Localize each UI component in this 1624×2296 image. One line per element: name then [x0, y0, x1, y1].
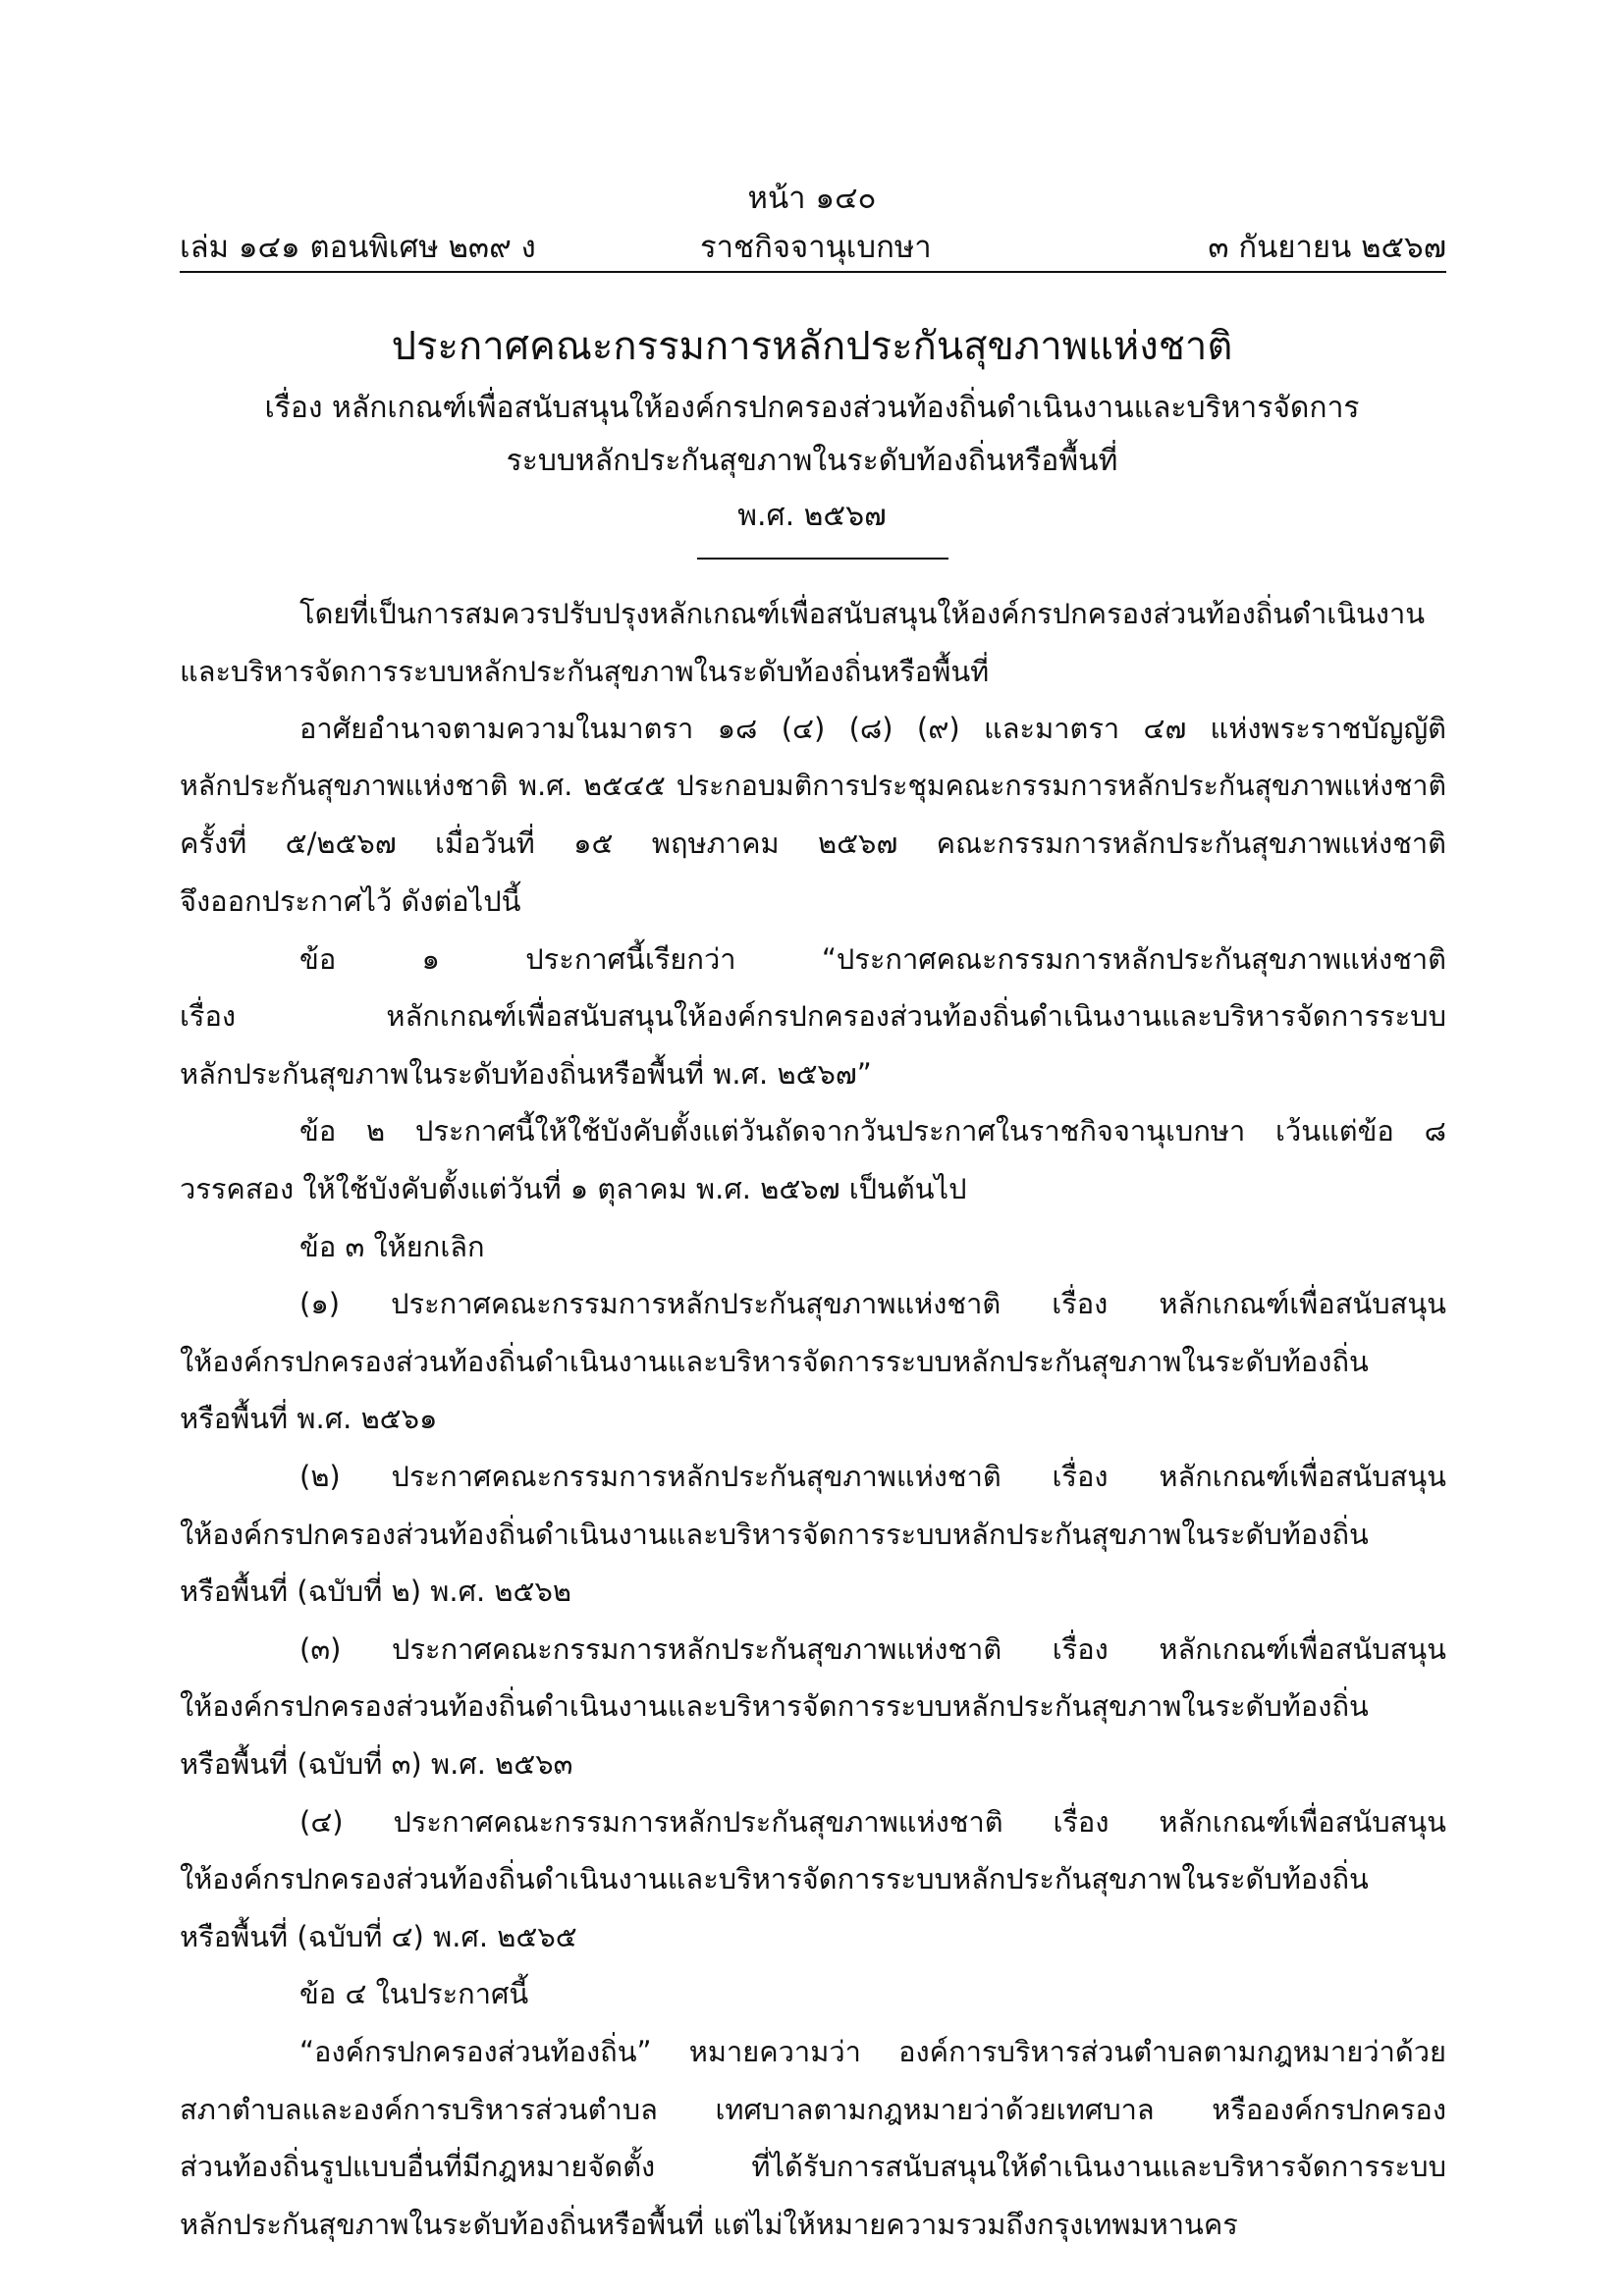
- body-line: หลักประกันสุขภาพแห่งชาติ พ.ศ. ๒๕๔๕ ประกอบมติการประชุมคณะกรรมการหลักประกันสุขภาพแห่งชาติ: [180, 770, 1446, 802]
- body-line: ข้อ ๒ ประกาศนี้ให้ใช้บังคับตั้งแต่วันถัดจากวันประกาศในราชกิจจานุเบกษา เว้นแต่ข้อ ๘: [299, 1114, 1446, 1148]
- body-line: ข้อ ๑ ประกาศนี้เรียกว่า “ประกาศคณะกรรมการหลักประกันสุขภาพแห่งชาติ: [299, 942, 1446, 976]
- body-line: โดยที่เป็นการสมควรปรับปรุงหลักเกณฑ์เพื่อสนับสนุนให้องค์กรปกครองส่วนท้องถิ่นดำเนินงาน: [299, 597, 1426, 630]
- announcement-title: ประกาศคณะกรรมการหลักประกันสุขภาพแห่งชาติ: [391, 324, 1233, 369]
- body-line: สภาตำบลและองค์การบริหารส่วนตำบล เทศบาลตามกฎหมายว่าด้วยเทศบาล หรือองค์กรปกครอง: [180, 2093, 1446, 2126]
- body-line: (๑) ประกาศคณะกรรมการหลักประกันสุขภาพแห่งชาติ เรื่อง หลักเกณฑ์เพื่อสนับสนุน: [299, 1287, 1446, 1320]
- body-line: หลักประกันสุขภาพในระดับท้องถิ่นหรือพื้นที่ พ.ศ. ๒๕๖๗”: [180, 1057, 872, 1091]
- header-divider: [180, 271, 1446, 273]
- gazette-header: [180, 222, 1446, 265]
- title-divider: [697, 558, 948, 560]
- body-line: ครั้งที่ ๕/๒๕๖๗ เมื่อวันที่ ๑๕ พฤษภาคม ๒๕๖๗ คณะกรรมการหลักประกันสุขภาพแห่งชาติ: [180, 827, 1446, 860]
- announcement-subject-line-1: เรื่อง หลักเกณฑ์เพื่อสนับสนุนให้องค์กรปกครองส่วนท้องถิ่นดำเนินงานและบริหารจัดการ: [264, 391, 1360, 425]
- body-line: และบริหารจัดการระบบหลักประกันสุขภาพในระดับท้องถิ่นหรือพื้นที่: [180, 655, 990, 688]
- body-line: ส่วนท้องถิ่นรูปแบบอื่นที่มีกฎหมายจัดตั้ง ที่ได้รับการสนับสนุนให้ดำเนินงานและบริหารจัดการระบบ: [180, 2150, 1446, 2183]
- body-line: วรรคสอง ให้ใช้บังคับตั้งแต่วันที่ ๑ ตุลาคม พ.ศ. ๒๕๖๗ เป็นต้นไป: [180, 1172, 967, 1205]
- volume-issue: เล่ม ๑๔๑ ตอนพิเศษ ๒๓๙ ง: [180, 230, 536, 265]
- body-line: จึงออกประกาศไว้ ดังต่อไปนี้: [180, 884, 521, 918]
- body-line: หรือพื้นที่ (ฉบับที่ ๓) พ.ศ. ๒๕๖๓: [180, 1747, 573, 1781]
- body-line: ข้อ ๔ ในประกาศนี้: [299, 1977, 529, 2010]
- body-line: ให้องค์กรปกครองส่วนท้องถิ่นดำเนินงานและบริหารจัดการระบบหลักประกันสุขภาพในระดับท้องถิ่น: [180, 1345, 1369, 1378]
- body-line: (๓) ประกาศคณะกรรมการหลักประกันสุขภาพแห่งชาติ เรื่อง หลักเกณฑ์เพื่อสนับสนุน: [299, 1632, 1446, 1666]
- body-line: หรือพื้นที่ (ฉบับที่ ๒) พ.ศ. ๒๕๖๒: [180, 1575, 572, 1608]
- body-line: เรื่อง หลักเกณฑ์เพื่อสนับสนุนให้องค์กรปกครองส่วนท้องถิ่นดำเนินงานและบริหารจัดการระบบ: [180, 999, 1446, 1033]
- body-line: (๔) ประกาศคณะกรรมการหลักประกันสุขภาพแห่งชาติ เรื่อง หลักเกณฑ์เพื่อสนับสนุน: [299, 1805, 1446, 1839]
- publication-date: ๓ กันยายน ๒๕๖๗: [1208, 230, 1446, 265]
- body-line: ให้องค์กรปกครองส่วนท้องถิ่นดำเนินงานและบริหารจัดการระบบหลักประกันสุขภาพในระดับท้องถิ่น: [180, 1862, 1369, 1896]
- announcement-year: พ.ศ. ๒๕๖๗: [737, 499, 887, 533]
- body-line: อาศัยอำนาจตามความในมาตรา ๑๘ (๔) (๘) (๙) และมาตรา ๔๗ แห่งพระราชบัญญัติ: [299, 712, 1446, 745]
- body-line: ข้อ ๓ ให้ยกเลิก: [299, 1230, 485, 1263]
- body-line: หรือพื้นที่ (ฉบับที่ ๔) พ.ศ. ๒๕๖๕: [180, 1920, 577, 1953]
- body-line: (๒) ประกาศคณะกรรมการหลักประกันสุขภาพแห่งชาติ เรื่อง หลักเกณฑ์เพื่อสนับสนุน: [299, 1460, 1446, 1493]
- page-number: หน้า ๑๔๐: [747, 181, 877, 216]
- gazette-name: ราชกิจจานุเบกษา: [700, 230, 932, 265]
- body-line: หรือพื้นที่ พ.ศ. ๒๕๖๑: [180, 1402, 438, 1435]
- announcement-subject-line-2: ระบบหลักประกันสุขภาพในระดับท้องถิ่นหรือพื้นที่: [506, 444, 1118, 478]
- body-line: หลักประกันสุขภาพในระดับท้องถิ่นหรือพื้นที่ แต่ไม่ให้หมายความรวมถึงกรุงเทพมหานคร: [180, 2208, 1238, 2241]
- body-line: ให้องค์กรปกครองส่วนท้องถิ่นดำเนินงานและบริหารจัดการระบบหลักประกันสุขภาพในระดับท้องถิ่น: [180, 1518, 1369, 1551]
- body-line: ให้องค์กรปกครองส่วนท้องถิ่นดำเนินงานและบริหารจัดการระบบหลักประกันสุขภาพในระดับท้องถิ่น: [180, 1689, 1369, 1723]
- body-line: “องค์กรปกครองส่วนท้องถิ่น” หมายความว่า องค์การบริหารส่วนตำบลตามกฎหมายว่าด้วย: [299, 2035, 1446, 2068]
